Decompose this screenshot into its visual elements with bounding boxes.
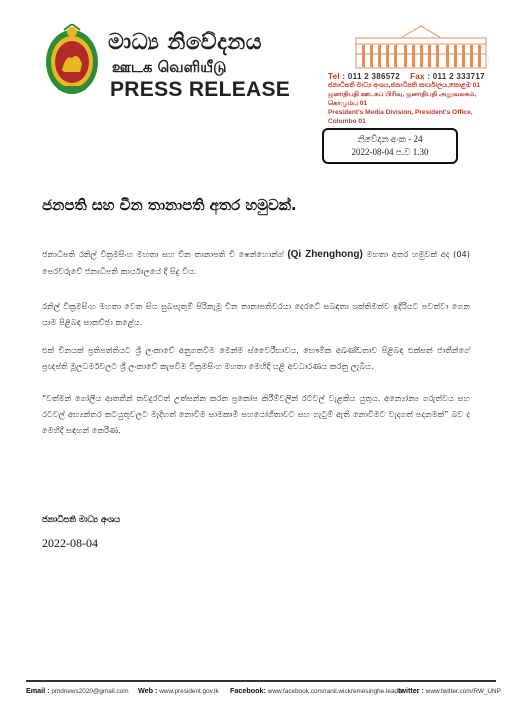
address-tamil: ஜனாதிபதி ஊடகப் பிரிவு, ஜனாதிபதி அலுவலகம், கொழும்பு 01 bbox=[328, 91, 477, 107]
paragraph-1 bbox=[42, 246, 470, 279]
footer-twitter bbox=[398, 686, 501, 695]
web-label: Web : bbox=[138, 686, 158, 695]
paragraph-4: “වත්මන් ගෝලීය ආතතීන් තවදුරටත් උත්සන්න කරන ප්‍රකෝප කිරීම්වලින් රටවල් වැළකිය යුතුය. අන්‍යෝන්‍ය ගරුත්වය සහ රටවල් අභ්‍යන්තර කටයුතුවලට මැදිහත් නොවීම සාමකාමී සහයෝගීතාවට සහ ගැටුම් ඇති නොවීමට වැදගත් පදනමක්” බව ද මෙහිදී සඳහන් කෙරිණ. bbox=[42, 393, 470, 435]
footer-divider bbox=[26, 680, 496, 682]
web-link[interactable]: www.president.gov.lk bbox=[159, 688, 219, 695]
ambassador-name-english: (Qi Zhenghong) bbox=[287, 249, 363, 260]
twitter-label: twitter : bbox=[398, 686, 424, 695]
footer-email bbox=[26, 686, 129, 695]
headline: ජනපති සහ චීන තානාපති අතර හමුවක්. bbox=[42, 196, 297, 214]
paragraph-3: එක් චීනයක් ප්‍රතිපත්තියට ශ්‍රී ලංකාවේ අනුගතවීම මෙන්ම ස්වෛරීභාවය, භෞමික අඛණ්ඩතාව පිළිබඳ එක්සත් ජාතීන්ගේ ප්‍රඥප්ති මූලධර්මවලට ශ්‍රී ලංකාවේ කැපවීම වික්‍රමසිංහ මහතා මෙහිදී යළි අවධාරණය කරනු ලැබීය. bbox=[42, 345, 470, 371]
presidential-secretariat-building-image bbox=[346, 24, 496, 70]
fax-label: Fax bbox=[410, 72, 425, 81]
national-emblem-logo bbox=[44, 24, 100, 98]
paragraph-2: රනිල් වික්‍රමසිංහ මහතා වෙත සිය සුබපැතුම් පිරිනැමූ චීන තානාපතිවරයා දෙරටේ සබඳතා ශක්තිමත්ව ඉදිරියට පවත්වා ගෙන යාම පිළිබඳ සාකච්ඡා කළේය. bbox=[42, 301, 470, 327]
address-english: President's Media Division, President's Office, Colombo 01 bbox=[328, 109, 473, 125]
title-english: PRESS RELEASE bbox=[110, 78, 291, 101]
tel-value: : 011 2 386572 bbox=[342, 72, 400, 81]
address-sinhala: ජනාධිපති මාධ්‍ය අංශය,ජනාධිපති කාර්යාලය,කොළඹ 01 bbox=[328, 82, 481, 89]
fax-value: : 011 2 333717 bbox=[427, 72, 485, 81]
release-number: නිවේදන අංක - 24 bbox=[357, 134, 423, 144]
footer-web bbox=[138, 686, 219, 695]
email-label: Email : bbox=[26, 686, 50, 695]
release-number-box bbox=[322, 128, 458, 164]
title-tamil: ஊடக வெளியீடு bbox=[112, 58, 227, 76]
signoff-office: ජනාධිපති මාධ්‍ය අංශය bbox=[42, 514, 121, 524]
release-datetime: 2022-08-04 ප.ව 1.30 bbox=[351, 147, 429, 157]
title-sinhala: මාධ්‍ය නිවේදනය bbox=[108, 30, 263, 55]
facebook-link[interactable]: www.facebook.com/ranil.wickremesinghe.leader bbox=[267, 688, 404, 695]
contact-block bbox=[328, 72, 500, 126]
email-link[interactable]: pmdnews2020@gmail.com bbox=[51, 688, 129, 695]
facebook-label: Facebook: bbox=[230, 686, 266, 695]
twitter-link[interactable]: www.twitter.com/RW_UNP bbox=[425, 688, 501, 695]
signoff-date: 2022-08-04 bbox=[42, 536, 98, 550]
footer-facebook bbox=[230, 686, 404, 695]
paragraph-1-end: මහතා අතර හමුවක් අද (04) පෙරවරුවේ ජනාධිපති කාර්යාලයේ දී සිදු විය. bbox=[42, 249, 470, 276]
tel-label: Tel bbox=[328, 72, 340, 81]
paragraph-1-start: ජනාධිපති රනිල් වික්‍රමසිංහ මහතා සහ චීන තානාපති චී ෂෙන්හොන්ග් bbox=[42, 249, 288, 259]
